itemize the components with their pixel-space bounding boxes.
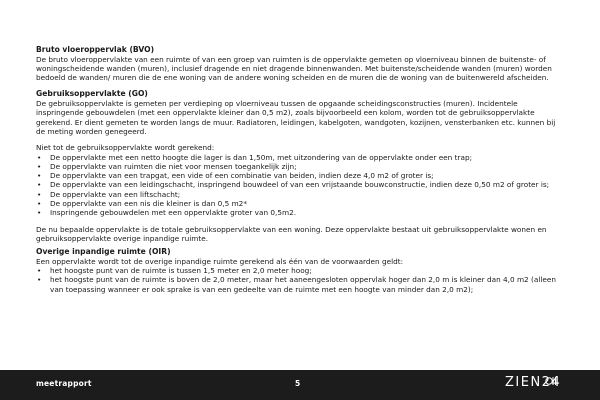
list-item: • De oppervlakte met een netto hoogte die lager is dan 1,50m, met uitzondering van de oppervlakte onder een trap; xyxy=(36,153,566,162)
document-body xyxy=(36,45,566,294)
list-item: • De oppervlakte van een leidingschacht, inspringend bouwdeel of van een vrijstaande bouwconstructie, indien deze 0,50 m2 of groter is; xyxy=(36,180,566,189)
list-item: • De oppervlakte van een nis die kleiner is dan 0,5 m2* xyxy=(36,199,566,208)
go-closing-paragraph: De nu bepaalde oppervlakte is de totale gebruiksoppervlakte van een woning. Deze oppervlakte bestaat uit gebruiksoppervlakte wonen en gebruiksoppervlakte overige inpandige ruimte. xyxy=(36,224,547,243)
oir-conditions-list xyxy=(36,266,566,294)
footer-document-label: meetrapport xyxy=(36,379,92,388)
bvo-paragraph: De bruto vloeroppervlakte van een ruimte of van een groep van ruimten is de oppervlakte gemeten op vloerniveau binnen de buitenste- of woningscheidende wanden (muren), inclusief dragende en niet dragende binnenwanden. Met buitenste/scheidende wanden (muren) worden bedoeld de wanden/ muren die de ene woning van de andere woning scheiden en de muren die de woning van de buitenwereld afscheiden. xyxy=(36,54,552,83)
list-item: • De oppervlakte van een trapgat, een vide of een combinatie van beiden, indien deze 4,0 m2 of groter is; xyxy=(36,171,566,180)
list-item: • De oppervlakte van ruimten die niet voor mensen toegankelijk zijn; xyxy=(36,162,566,171)
logo-mark-icon xyxy=(545,375,565,387)
go-exclusions-intro: Niet tot de gebruiksoppervlakte wordt gerekend: xyxy=(36,143,215,153)
list-item: • De oppervlakte van een liftschacht; xyxy=(36,190,566,199)
list-item: • Inspringende gebouwdelen met een oppervlakte groter van 0,5m2. xyxy=(36,208,566,217)
go-exclusions-list xyxy=(36,153,566,218)
oir-heading: Overige inpandige ruimte (OIR) xyxy=(36,247,171,257)
page-number: 5 xyxy=(295,379,301,388)
page-footer xyxy=(0,370,600,400)
page-top-margin xyxy=(0,0,600,32)
go-heading: Gebruiksoppervlakte (GO) xyxy=(36,89,148,99)
list-item: • het hoogste punt van de ruimte is tussen 1,5 meter en 2,0 meter hoog; xyxy=(36,266,566,275)
go-paragraph: De gebruiksoppervlakte is gemeten per verdieping op vloerniveau tussen de opgaande scheidingsconstructies (muren). Incidentele inspringende gebouwdelen (met een oppervlakte kleiner dan 0,5 m2), zoals bijvoorbeeld een kolom, worden tot de gebruiksoppervlakte gerekend. Er dient gemeten te worden langs de muur. Radiatoren, leidingen, kabelgoten, wandgoten, kozijnen, vensterbanken etc. kunnen bij de meting worden genegeerd. xyxy=(36,99,556,136)
list-item: • het hoogste punt van de ruimte is boven de 2,0 meter, maar het aaneengesloten oppervlak hoger dan 2,0 m is kleiner dan 4,0 m2 (alleen van toepassing wanneer er ook sprake is van een gedeelte van de ruimte met een hoogte van minder dan 2,0 m2); xyxy=(36,275,566,294)
oir-paragraph: Een oppervlakte wordt tot de overige inpandige ruimte gerekend als één van de voorwaarden geldt: xyxy=(36,256,404,266)
brand-logo-text: ZIEN24 xyxy=(505,375,562,390)
bvo-heading: Bruto vloeroppervlak (BVO) xyxy=(36,45,155,54)
